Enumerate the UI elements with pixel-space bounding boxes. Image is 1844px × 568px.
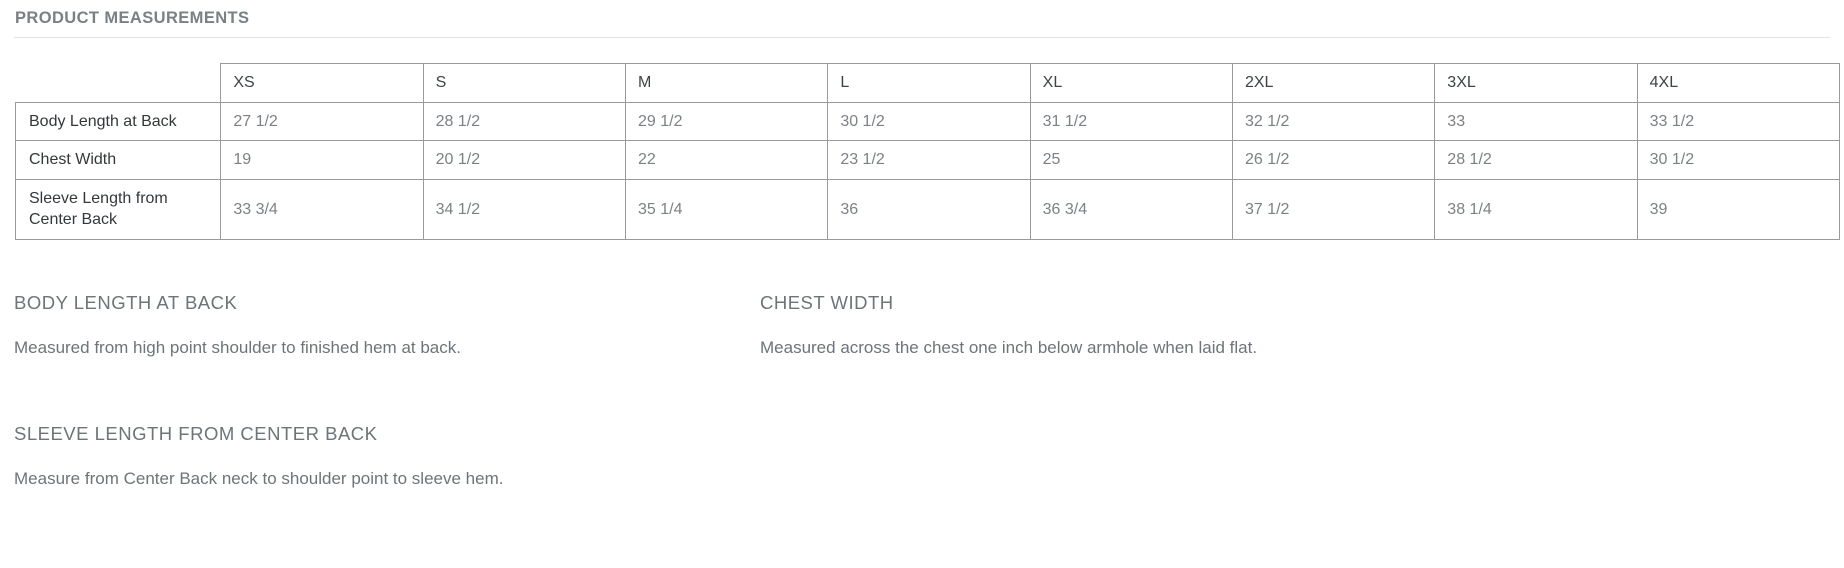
definition-title: SLEEVE LENGTH FROM CENTER BACK bbox=[14, 422, 378, 444]
cell-sleeve-length-2xl: 37 1/2 bbox=[1232, 179, 1434, 239]
cell-chest-width-2xl: 26 1/2 bbox=[1232, 141, 1434, 180]
definition-text: Measure from Center Back neck to shoulder point to sleeve hem. bbox=[14, 468, 504, 488]
cell-chest-width-s: 20 1/2 bbox=[423, 141, 625, 180]
column-header-m: M bbox=[625, 64, 827, 103]
table-row bbox=[16, 179, 1840, 239]
row-label-chest-width: Chest Width bbox=[16, 141, 221, 180]
table-row bbox=[16, 102, 1840, 141]
definition-title: BODY LENGTH AT BACK bbox=[14, 291, 238, 313]
cell-sleeve-length-xs: 33 3/4 bbox=[221, 179, 423, 239]
table-row bbox=[16, 141, 1840, 180]
column-header-l: L bbox=[828, 64, 1030, 103]
title-divider bbox=[14, 37, 1830, 38]
cell-body-length-l: 30 1/2 bbox=[828, 102, 1030, 141]
column-header-3xl: 3XL bbox=[1435, 64, 1637, 103]
cell-body-length-2xl: 32 1/2 bbox=[1232, 102, 1434, 141]
cell-body-length-xl: 31 1/2 bbox=[1030, 102, 1232, 141]
column-header-xs: XS bbox=[221, 64, 423, 103]
cell-chest-width-xl: 25 bbox=[1030, 141, 1232, 180]
table-header-row bbox=[16, 64, 1840, 103]
cell-body-length-4xl: 33 1/2 bbox=[1637, 102, 1839, 141]
cell-sleeve-length-3xl: 38 1/4 bbox=[1435, 179, 1637, 239]
table-body bbox=[16, 102, 1840, 239]
cell-body-length-3xl: 33 bbox=[1435, 102, 1637, 141]
cell-chest-width-3xl: 28 1/2 bbox=[1435, 141, 1637, 180]
page-title: PRODUCT MEASUREMENTS bbox=[15, 9, 250, 27]
column-header-xl: XL bbox=[1030, 64, 1232, 103]
cell-sleeve-length-m: 35 1/4 bbox=[625, 179, 827, 239]
cell-sleeve-length-4xl: 39 bbox=[1637, 179, 1839, 239]
row-label-sleeve-length: Sleeve Length from Center Back bbox=[16, 179, 221, 239]
definition-text: Measured from high point shoulder to finished hem at back. bbox=[14, 337, 461, 357]
cell-sleeve-length-s: 34 1/2 bbox=[423, 179, 625, 239]
column-header-4xl: 4XL bbox=[1637, 64, 1839, 103]
definition-text: Measured across the chest one inch below armhole when laid flat. bbox=[760, 337, 1258, 357]
measurements-table bbox=[15, 63, 1840, 240]
cell-chest-width-xs: 19 bbox=[221, 141, 423, 180]
definition-body-length-at-back bbox=[14, 292, 734, 359]
column-header-s: S bbox=[423, 64, 625, 103]
cell-sleeve-length-xl: 36 3/4 bbox=[1030, 179, 1232, 239]
cell-sleeve-length-l: 36 bbox=[828, 179, 1030, 239]
definition-chest-width bbox=[760, 292, 1520, 359]
definition-title: CHEST WIDTH bbox=[760, 291, 894, 313]
definition-sleeve-length-from-center-back bbox=[14, 423, 914, 490]
table-header bbox=[16, 64, 1840, 103]
cell-chest-width-4xl: 30 1/2 bbox=[1637, 141, 1839, 180]
cell-body-length-m: 29 1/2 bbox=[625, 102, 827, 141]
row-label-body-length: Body Length at Back bbox=[16, 102, 221, 141]
cell-body-length-xs: 27 1/2 bbox=[221, 102, 423, 141]
table-corner-cell bbox=[16, 64, 221, 103]
cell-chest-width-m: 22 bbox=[625, 141, 827, 180]
column-header-2xl: 2XL bbox=[1232, 64, 1434, 103]
cell-chest-width-l: 23 1/2 bbox=[828, 141, 1030, 180]
cell-body-length-s: 28 1/2 bbox=[423, 102, 625, 141]
